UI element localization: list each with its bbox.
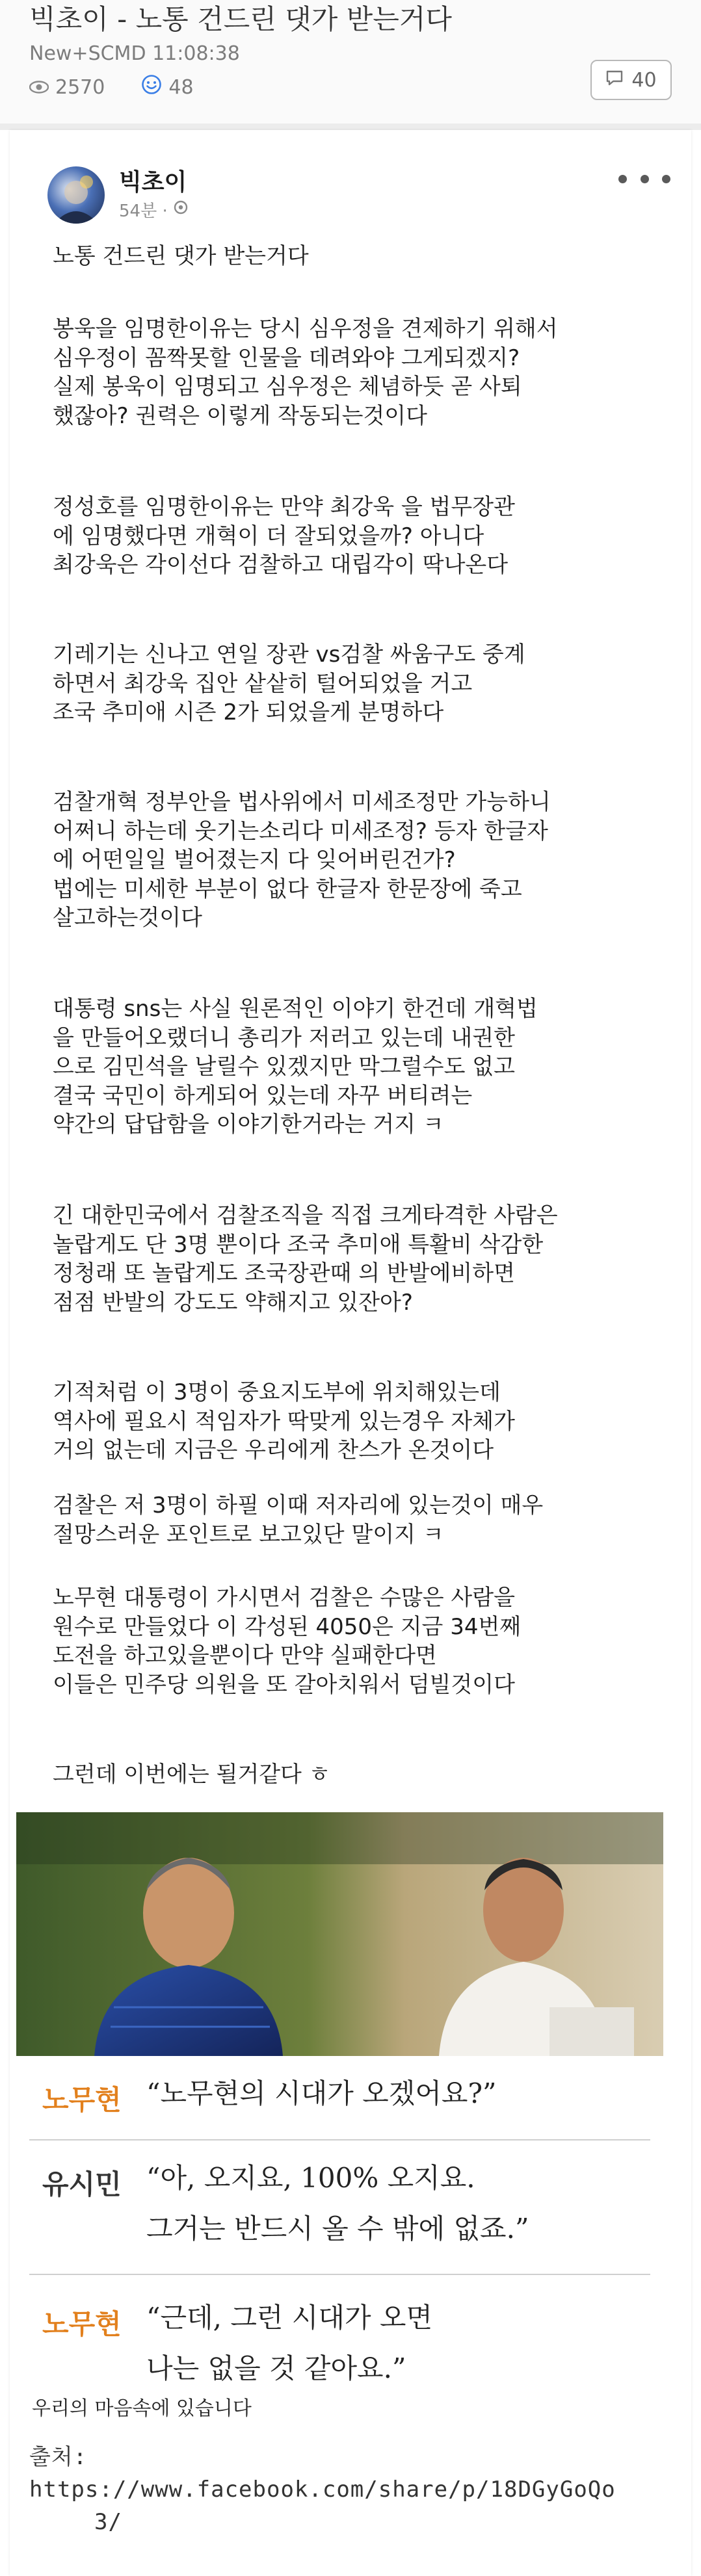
facebook-post <box>10 130 691 2576</box>
quote-text: “아, 오지요, 100% 오지요. <box>146 2162 475 2194</box>
quote-speaker: 노무현 <box>42 2308 122 2340</box>
quote-text: 나는 없을 것 같아요.” <box>146 2352 406 2384</box>
post-paragraph: 노통 건드린 댓가 받는거다 <box>53 243 309 269</box>
post-paragraph: 기레기는 신나고 연일 장관 vs검찰 싸움구도 중계 하면서 최강욱 집안 샅샅히 털어되었을 거고 조국 추미애 시즌 2가 되었을게 분명하다 <box>53 642 525 725</box>
post-image[interactable] <box>16 1812 663 2459</box>
avatar[interactable] <box>47 166 105 224</box>
post-paragraph: 봉욱을 임명한이유는 당시 심우정을 견제하기 위해서 심우정이 꼼짝못할 인물을 데려와야 그게되겠지? 실제 봉욱이 임명되고 심우정은 체념하듯 곧 사퇴 했잖아? 권력은 이렇게 작동되는것이다 <box>53 316 558 429</box>
view-count: 2570 <box>55 75 105 99</box>
post-paragraph: 정성호를 임명한이유는 만약 최강욱 을 법무장관 에 임명했다면 개혁이 더 잘되었을까? 아니다 최강욱은 각이선다 검찰하고 대립각이 딱나온다 <box>53 494 515 578</box>
post-paragraph: 노무현 대통령이 가시면서 검찰은 수많은 사람을 원수로 만들었다 이 각성된 4050은 지금 34번째 도전을 하고있을뿐이다 만약 실패한다면 이들은 민주당 의원을 또 갈아치워서 덤빌것이다 <box>53 1585 522 1698</box>
article-stats <box>29 72 194 103</box>
comment-count: 40 <box>631 68 657 92</box>
comment-icon <box>605 69 624 92</box>
source-link[interactable]: 출처: https://www.facebook.com/share/p/18DGyGoQo 3/ <box>29 2444 616 2535</box>
post-paragraph: 검찰개혁 정부안을 법사위에서 미세조정만 가능하니 어쩌니 하는데 웃기는소리다 미세조정? 등자 한글자 에 어떤일일 벌어졌는지 다 잊어버린건가? 법에는 미세한 부분이 없다 한글자 한문장에 죽고 살고하는것이다 <box>53 789 551 931</box>
article-header <box>0 0 701 130</box>
post-paragraph: 대통령 sns는 사실 원론적인 이야기 한건데 개혁법 을 만들어오랬더니 총리가 저러고 있는데 내권한 으로 김민석을 날릴수 있겠지만 막그럴수도 없고 결국 국민이 하게되어 있는데 자꾸 버티려는 약간의 답답함을 이야기한거라는 거지 ㅋ <box>53 996 538 1138</box>
post-paragraph: 기적처럼 이 3명이 중요지도부에 위치해있는데 역사에 필요시 적임자가 딱맞게 있는경우 자체가 거의 없는데 지금은 우리에게 찬스가 온것이다 <box>53 1379 515 1463</box>
photo <box>16 1812 663 2056</box>
smile-icon <box>141 74 162 100</box>
gear-icon <box>173 200 189 220</box>
article-author-line: New+SCMD 11:08:38 <box>29 42 240 65</box>
quote-speaker: 노무현 <box>42 2084 122 2116</box>
eye-icon <box>29 76 49 99</box>
quote-text: “근데, 그런 시대가 오면 <box>146 2302 433 2334</box>
article-title: 빅초이 - 노통 건드린 댓가 받는거다 <box>29 3 452 35</box>
quote-speaker: 유시민 <box>42 2168 122 2200</box>
post-paragraph: 긴 대한민국에서 검찰조직을 직접 크게타격한 사람은 놀랍게도 단 3명 뿐이다 조국 추미애 특활비 삭감한 정청래 또 놀랍게도 조국장관때 의 반발에비하면 점점 반발의 강도도 약해지고 있잔아? <box>53 1203 558 1316</box>
comments-button[interactable] <box>590 60 672 100</box>
quote-text: “노무현의 시대가 오겠어요?” <box>146 2077 497 2109</box>
post-author[interactable]: 빅초이 <box>119 169 187 196</box>
more-options-icon[interactable] <box>618 169 670 189</box>
post-paragraph: 그런데 이번에는 될거같다 ㅎ <box>53 1762 330 1788</box>
post-paragraph: 검찰은 저 3명이 하필 이때 저자리에 있는것이 매우 절망스러운 포인트로 보고있단 말이지 ㅋ <box>53 1492 544 1548</box>
post-time: 54분 · <box>119 198 189 222</box>
like-count: 48 <box>168 75 194 99</box>
quote-text: 그거는 반드시 올 수 밖에 없죠.” <box>146 2213 529 2244</box>
image-caption: 우리의 마음속에 있습니다 <box>32 2397 252 2420</box>
